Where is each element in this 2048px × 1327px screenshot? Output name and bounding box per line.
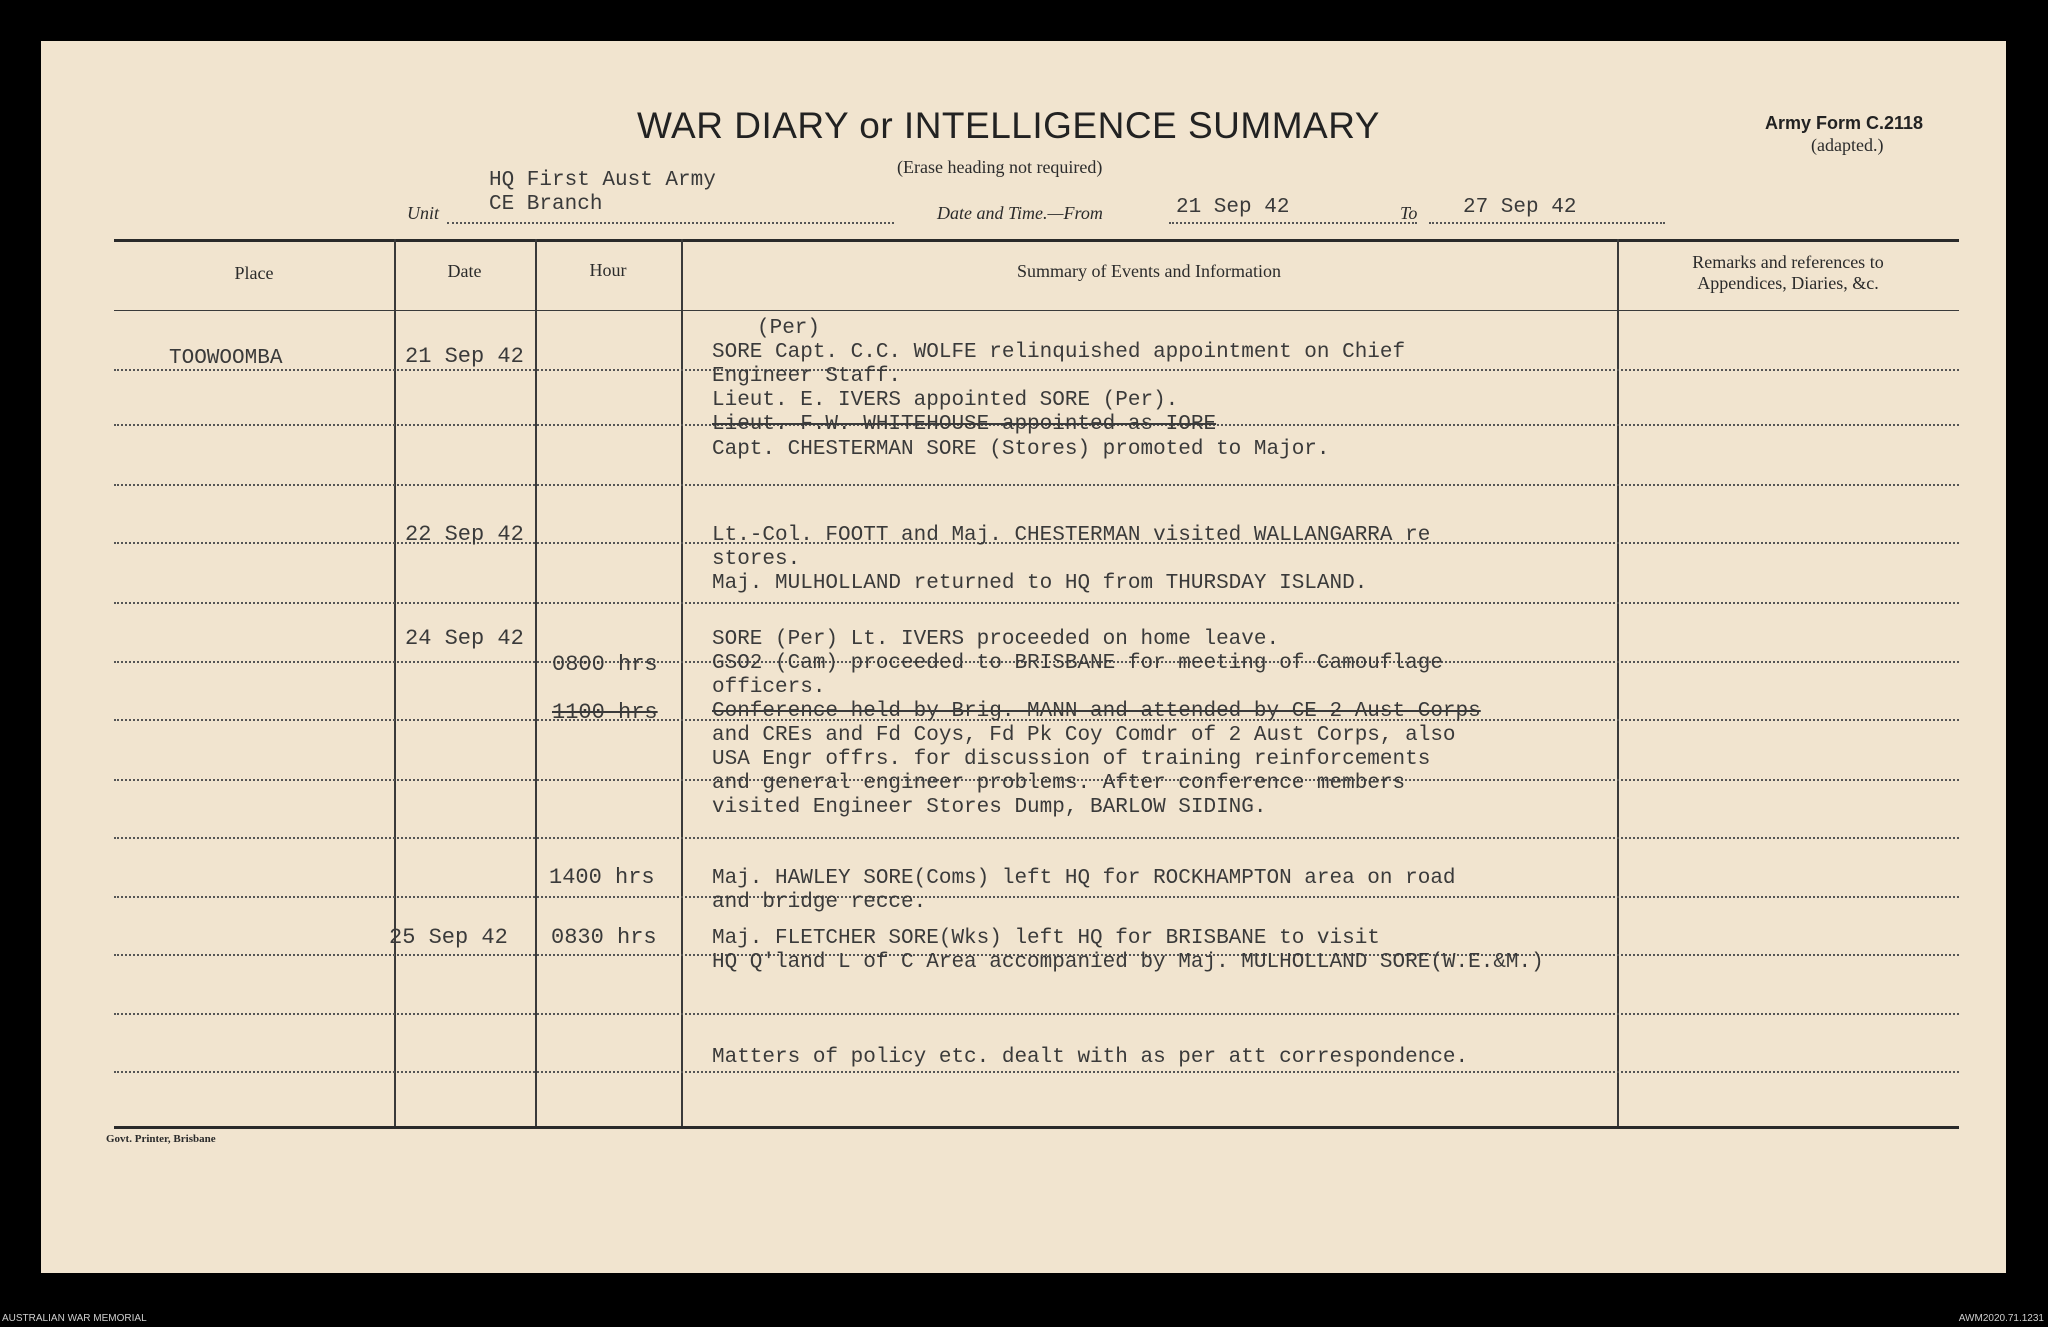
unit-line-1: HQ First Aust Army	[489, 169, 716, 192]
date-label: Date and Time.—From	[937, 203, 1103, 223]
summary-line-struck: Conference held by Brig. MANN and attended by CE 2 Aust Corps	[712, 700, 1481, 723]
date-entry: 24 Sep 42	[405, 626, 524, 651]
summary-line: and general engineer problems. After conference members	[712, 772, 1406, 795]
hour-entry: 0800 hrs	[552, 652, 658, 677]
row-rule	[114, 369, 1959, 371]
summary-line: Lt.-Col. FOOTT and Maj. CHESTERMAN visited WALLANGARRA re	[712, 524, 1431, 547]
row-rule	[114, 1013, 1959, 1015]
date-entry: 21 Sep 42	[405, 344, 524, 369]
summary-line: Lieut. E. IVERS appointed SORE (Per).	[712, 389, 1179, 412]
summary-line-struck: Lieut. F.W. WHITEHOUSE appointed as IORE	[712, 413, 1217, 436]
table-top-rule	[114, 239, 1959, 242]
column-divider-date	[535, 239, 537, 1126]
column-header-remarks-line1: Remarks and references to	[1692, 252, 1884, 272]
summary-line: Capt. CHESTERMAN SORE (Stores) promoted to Major.	[712, 438, 1330, 461]
hour-entry: 0830 hrs	[551, 925, 657, 950]
row-rule	[114, 484, 1959, 486]
printer-credit: Govt. Printer, Brisbane	[106, 1133, 216, 1145]
handwritten-insert: (Per)	[757, 317, 821, 340]
date-entry: 22 Sep 42	[405, 522, 524, 547]
row-rule	[114, 896, 1959, 898]
form-subtitle: (Erase heading not required)	[897, 157, 1103, 177]
date-to-dotted-line	[1429, 222, 1665, 224]
army-form-number: Army Form C.2118	[1765, 113, 1924, 133]
summary-line: officers.	[712, 676, 826, 699]
date-entry: 25 Sep 42	[389, 925, 508, 950]
form-title: WAR DIARY or INTELLIGENCE SUMMARY	[637, 105, 1380, 146]
summary-line: Matters of policy etc. dealt with as per att correspondence.	[712, 1046, 1469, 1069]
summary-line: and CREs and Fd Coys, Fd Pk Coy Comdr of 2 Aust Corps, also	[712, 724, 1456, 747]
column-header-place: Place	[234, 263, 274, 283]
unit-line-2: CE Branch	[489, 193, 603, 216]
place-entry: TOOWOOMBA	[169, 347, 283, 370]
unit-label: Unit	[407, 203, 440, 223]
army-form-adapted: (adapted.)	[1811, 135, 1884, 155]
row-rule	[114, 602, 1959, 604]
paper-sheet	[41, 41, 2006, 1273]
column-header-summary: Summary of Events and Information	[1017, 261, 1281, 281]
date-from: 21 Sep 42	[1176, 196, 1290, 219]
summary-line: Engineer Staff.	[712, 365, 902, 388]
to-label: To	[1400, 203, 1418, 223]
column-header-hour: Hour	[589, 260, 627, 280]
table-header-rule	[114, 310, 1959, 311]
summary-line: SORE Capt. C.C. WOLFE relinquished appointment on Chief	[712, 341, 1406, 364]
column-divider-summary	[1617, 239, 1619, 1126]
summary-line: GSO2 (Cam) proceeded to BRISBANE for meeting of Camouflage	[712, 652, 1443, 675]
column-divider-hour	[681, 239, 683, 1126]
row-rule	[114, 837, 1959, 839]
summary-line: Maj. MULHOLLAND returned to HQ from THURSDAY ISLAND.	[712, 572, 1368, 595]
unit-dotted-line	[447, 222, 894, 224]
summary-line: HQ Q'land L of C Area accompanied by Maj. MULHOLLAND SORE(W.E.&M.)	[712, 951, 1544, 974]
summary-line: Maj. HAWLEY SORE(Coms) left HQ for ROCKHAMPTON area on road	[712, 867, 1456, 890]
column-divider-place	[394, 239, 396, 1126]
table-bottom-rule	[114, 1126, 1959, 1129]
archive-reference: AWM2020.71.1231	[1958, 1313, 2044, 1324]
column-header-date: Date	[447, 261, 482, 281]
summary-line: SORE (Per) Lt. IVERS proceeded on home leave.	[712, 628, 1280, 651]
row-rule	[114, 1071, 1959, 1073]
summary-line: Maj. FLETCHER SORE(Wks) left HQ for BRISBANE to visit	[712, 927, 1380, 950]
summary-line: stores.	[712, 548, 801, 571]
hour-entry-struck: 1100 hrs	[552, 700, 658, 725]
hour-entry: 1400 hrs	[549, 865, 655, 890]
date-to: 27 Sep 42	[1463, 196, 1577, 219]
summary-line: USA Engr offrs. for discussion of training reinforcements	[712, 748, 1431, 771]
summary-line: and bridge recce.	[712, 891, 927, 914]
column-header-remarks-line2: Appendices, Diaries, &c.	[1697, 273, 1879, 293]
summary-line: visited Engineer Stores Dump, BARLOW SIDING.	[712, 796, 1267, 819]
archive-credit: AUSTRALIAN WAR MEMORIAL	[2, 1313, 147, 1324]
date-from-dotted-line	[1169, 222, 1417, 224]
